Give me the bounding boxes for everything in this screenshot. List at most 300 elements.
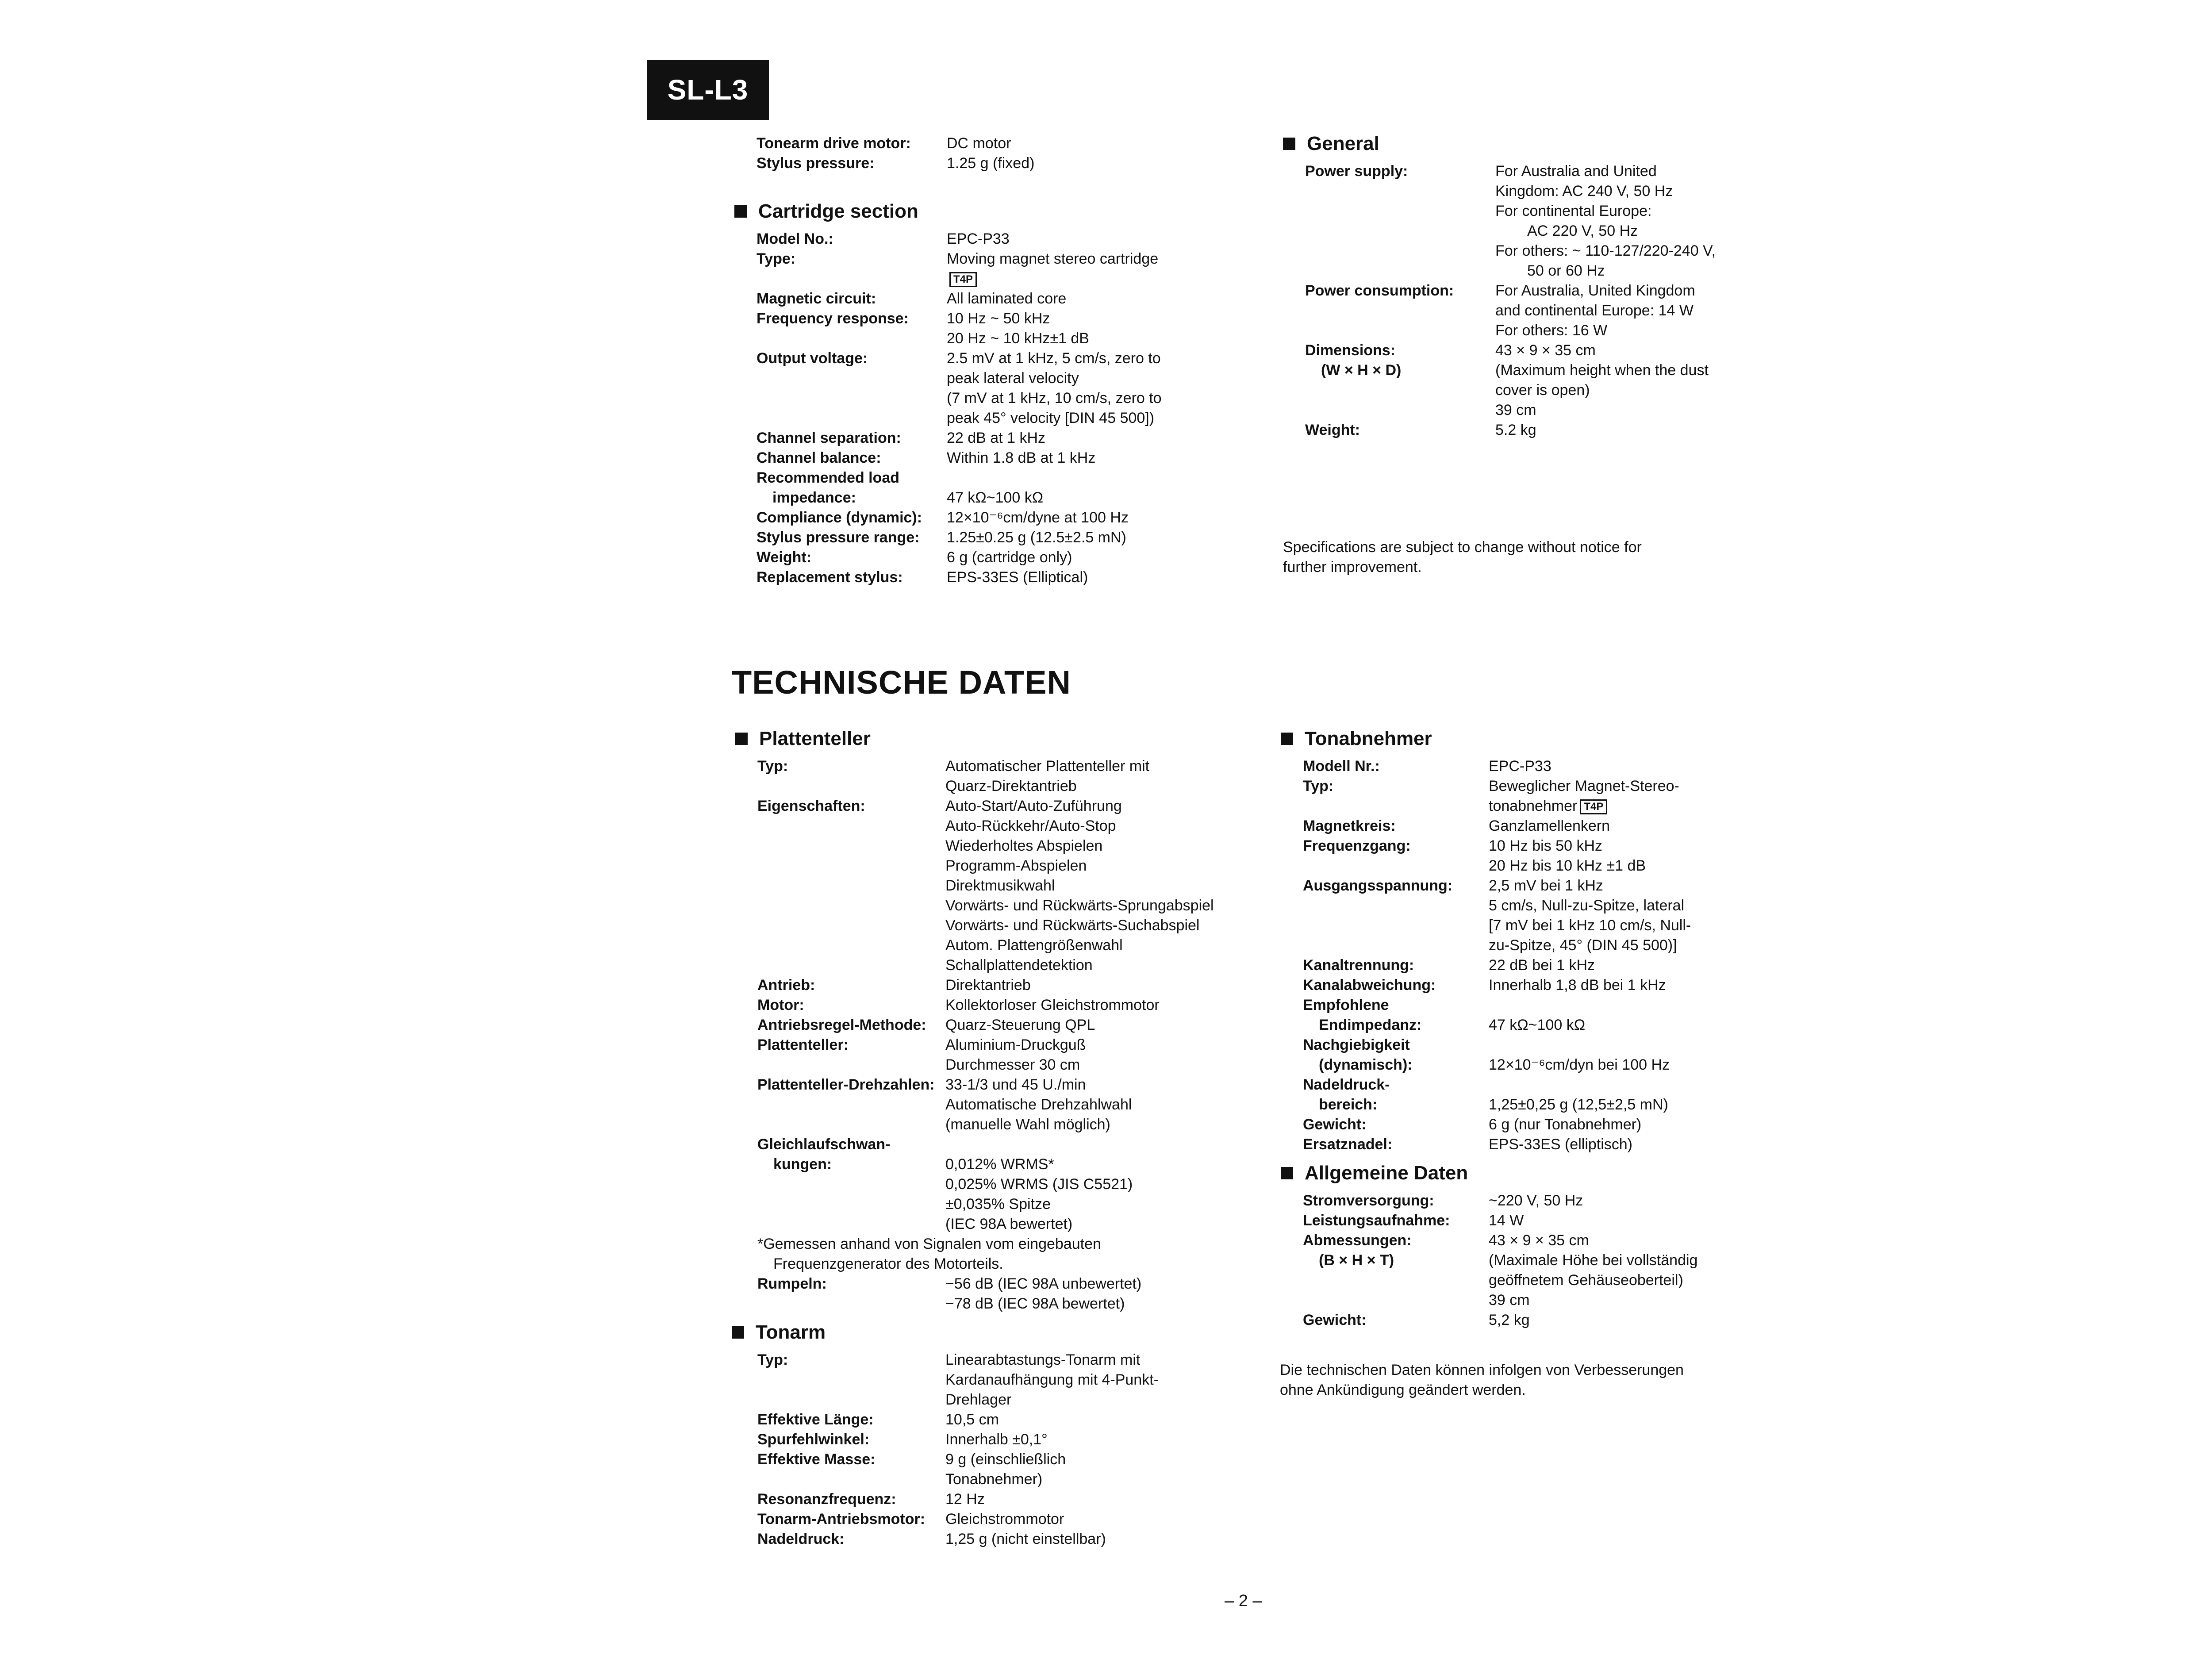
spec-value bbox=[947, 349, 1265, 428]
plattenteller-footnote bbox=[757, 1234, 1266, 1274]
en-right-column bbox=[1305, 130, 1801, 440]
spec-value-text: Automatische Drehzahlwahl bbox=[945, 1096, 1132, 1113]
t4p-logo-icon: T4P bbox=[1580, 799, 1607, 814]
spec-value-line bbox=[1489, 756, 1798, 776]
spec-label bbox=[1303, 836, 1489, 876]
spec-label-text: Tonarm-Antriebsmotor: bbox=[757, 1511, 926, 1528]
spec-label bbox=[757, 1450, 945, 1489]
spec-row bbox=[757, 468, 1265, 508]
spec-row bbox=[1303, 776, 1798, 816]
spec-value-line bbox=[1489, 956, 1798, 975]
spec-label bbox=[1303, 1075, 1489, 1115]
spec-value-line bbox=[945, 1155, 1266, 1174]
spec-value-text: 43 × 9 × 35 cm bbox=[1489, 1232, 1589, 1249]
spec-label bbox=[757, 1075, 945, 1135]
spec-label-text: Typ: bbox=[757, 1351, 788, 1368]
spec-label-text: Stylus pressure: bbox=[757, 155, 875, 172]
spec-value-line bbox=[1489, 1015, 1798, 1035]
spec-value-text: 2.5 mV at 1 kHz, 5 cm/s, zero to bbox=[947, 350, 1161, 367]
spec-value-line bbox=[945, 1115, 1266, 1135]
spec-value-text: Quarz-Direktantrieb bbox=[945, 778, 1077, 794]
spec-value-line bbox=[945, 1095, 1266, 1115]
spec-value-text: Beweglicher Magnet-Stereo- bbox=[1489, 778, 1679, 794]
spec-row bbox=[1303, 1231, 1798, 1310]
spec-label-text: Effektive Länge: bbox=[757, 1411, 874, 1428]
spec-label bbox=[757, 229, 947, 249]
spec-value-line bbox=[945, 776, 1266, 796]
spec-label bbox=[757, 349, 947, 428]
spec-label-text: Kanalabweichung: bbox=[1303, 977, 1436, 994]
spec-row bbox=[757, 756, 1266, 796]
spec-value-text: For others: ~ 110-127/220-240 V, bbox=[1495, 242, 1716, 259]
spec-value-text: 47 kΩ~100 kΩ bbox=[1489, 1017, 1586, 1033]
spec-label-text: Resonanzfrequenz: bbox=[757, 1491, 896, 1508]
spec-value-text: For others: 16 W bbox=[1495, 322, 1608, 339]
rumpeln-row bbox=[757, 1274, 1266, 1314]
spec-value bbox=[1489, 1231, 1798, 1310]
spec-value-text: peak 45° velocity [DIN 45 500]) bbox=[947, 410, 1155, 426]
spec-value bbox=[945, 975, 1266, 995]
spec-value bbox=[945, 1529, 1266, 1549]
spec-label bbox=[757, 975, 945, 995]
spec-label-text: Gewicht: bbox=[1303, 1312, 1367, 1328]
spec-value-line bbox=[1495, 261, 1801, 281]
spec-value-line bbox=[945, 956, 1266, 975]
spec-value-line bbox=[1495, 301, 1801, 321]
spec-label bbox=[757, 528, 947, 548]
spec-value-text: 12×10⁻⁶cm/dyn bei 100 Hz bbox=[1489, 1056, 1670, 1073]
spec-value bbox=[945, 1450, 1266, 1489]
de-footnote bbox=[1280, 1360, 1789, 1400]
spec-value-line bbox=[1489, 1135, 1798, 1155]
spec-value-line bbox=[1495, 201, 1801, 221]
spec-value-text: 14 W bbox=[1489, 1212, 1524, 1229]
spec-value-line bbox=[1489, 1231, 1798, 1251]
spec-value-text: For Australia and United bbox=[1495, 163, 1657, 180]
spec-row bbox=[1305, 341, 1801, 420]
note-line: Specifications are subject to change without notice for bbox=[1283, 539, 1642, 556]
spec-value bbox=[947, 468, 1265, 508]
spec-value-line bbox=[945, 1410, 1266, 1430]
spec-value-line bbox=[945, 1470, 1266, 1489]
spec-value-text: All laminated core bbox=[947, 290, 1067, 307]
spec-value-text: 20 Hz ~ 10 kHz±1 dB bbox=[947, 330, 1089, 347]
spec-row bbox=[1303, 1075, 1798, 1115]
spec-label-text: (dynamisch): bbox=[1319, 1056, 1413, 1073]
spec-value-text: 12 Hz bbox=[945, 1491, 985, 1508]
bullet-square-icon bbox=[1283, 138, 1295, 150]
spec-value-line bbox=[1489, 975, 1798, 995]
spec-label-text: Abmessungen: bbox=[1303, 1232, 1412, 1249]
spec-value-text: 10,5 cm bbox=[945, 1411, 999, 1428]
spec-value-line bbox=[1495, 341, 1801, 361]
spec-label-text: bereich: bbox=[1319, 1096, 1378, 1113]
spec-label-text: Modell Nr.: bbox=[1303, 758, 1380, 775]
spec-value-text: EPS-33ES (elliptisch) bbox=[1489, 1136, 1633, 1153]
spec-value bbox=[945, 1135, 1266, 1234]
spec-value-line bbox=[1489, 1290, 1798, 1310]
spec-label bbox=[1305, 420, 1495, 440]
spec-value bbox=[945, 756, 1266, 796]
spec-value-text: zu-Spitze, 45° (DIN 45 500)] bbox=[1489, 937, 1677, 954]
spec-value-text: Auto-Rückkehr/Auto-Stop bbox=[945, 817, 1116, 834]
spec-value bbox=[947, 154, 1265, 173]
spec-row bbox=[757, 1410, 1266, 1430]
spec-value-line bbox=[945, 1055, 1266, 1075]
spec-row bbox=[757, 508, 1265, 528]
spec-value bbox=[947, 249, 1265, 289]
spec-row bbox=[757, 1489, 1266, 1509]
spec-row bbox=[757, 796, 1266, 975]
spec-value-text: Drehlager bbox=[945, 1391, 1012, 1408]
spec-value-line bbox=[945, 1450, 1266, 1470]
spec-value-text: −78 dB (IEC 98A bewertet) bbox=[945, 1295, 1125, 1312]
spec-value-text: Automatischer Plattenteller mit bbox=[945, 758, 1150, 775]
spec-row bbox=[757, 975, 1266, 995]
spec-value-line bbox=[947, 269, 1265, 289]
spec-value-line bbox=[1489, 1251, 1798, 1270]
spec-value-line bbox=[1495, 361, 1801, 380]
german-section-title: TECHNISCHE DATEN bbox=[732, 664, 1071, 701]
spec-label-text: Output voltage: bbox=[757, 350, 868, 367]
spec-value-text: Programm-Abspielen bbox=[945, 857, 1087, 874]
spec-value-text: 10 Hz ~ 50 kHz bbox=[947, 310, 1050, 327]
spec-value bbox=[947, 548, 1265, 568]
spec-row bbox=[757, 1274, 1266, 1314]
spec-label bbox=[757, 548, 947, 568]
spec-value-line bbox=[945, 1294, 1266, 1314]
spec-value-line bbox=[1495, 380, 1801, 400]
spec-label-text: Leistungsaufnahme: bbox=[1303, 1212, 1450, 1229]
spec-value-text: Quarz-Steuerung QPL bbox=[945, 1017, 1095, 1033]
spec-label-text: Stylus pressure range: bbox=[757, 529, 920, 546]
spec-value-line bbox=[945, 1135, 1266, 1155]
spec-value-line bbox=[1489, 1211, 1798, 1231]
spec-value-text: (IEC 98A bewertet) bbox=[945, 1216, 1073, 1232]
tonabnehmer-rows bbox=[1303, 756, 1798, 1155]
plattenteller-rows bbox=[757, 756, 1266, 1234]
spec-row bbox=[757, 548, 1265, 568]
spec-value-text: EPS-33ES (Elliptical) bbox=[947, 569, 1088, 586]
spec-label bbox=[757, 1135, 945, 1234]
spec-label bbox=[757, 154, 947, 173]
spec-value-line bbox=[1495, 161, 1801, 181]
spec-label-text: Stromversorgung: bbox=[1303, 1192, 1434, 1209]
spec-label-text: Eigenschaften: bbox=[757, 798, 865, 814]
spec-value-line bbox=[945, 1214, 1266, 1234]
spec-value-line bbox=[945, 1075, 1266, 1095]
spec-value-text: Direktantrieb bbox=[945, 977, 1031, 994]
spec-label-text: Dimensions: bbox=[1305, 342, 1396, 359]
spec-label-text: Antrieb: bbox=[757, 977, 815, 994]
spec-label bbox=[1303, 776, 1489, 816]
spec-row bbox=[1303, 1035, 1798, 1075]
spec-value-text: 50 or 60 Hz bbox=[1527, 262, 1605, 279]
spec-row bbox=[757, 1075, 1266, 1135]
spec-value-line bbox=[1489, 856, 1798, 876]
spec-row bbox=[757, 309, 1265, 349]
en-left-column bbox=[757, 134, 1265, 587]
spec-label bbox=[1303, 995, 1489, 1035]
spec-value bbox=[1495, 161, 1801, 281]
bullet-square-icon bbox=[734, 205, 747, 218]
allgemeine-rows bbox=[1303, 1191, 1798, 1330]
spec-value-text: geöffnetem Gehäuseoberteil) bbox=[1489, 1272, 1683, 1289]
spec-label bbox=[757, 568, 947, 587]
spec-value-line bbox=[1489, 896, 1798, 916]
spec-value bbox=[1489, 1115, 1798, 1135]
spec-value-line bbox=[1489, 836, 1798, 856]
spec-label-text: Typ: bbox=[1303, 778, 1334, 794]
spec-row bbox=[1303, 1115, 1798, 1135]
spec-row bbox=[1303, 1191, 1798, 1211]
spec-value bbox=[945, 1350, 1266, 1410]
spec-value-line bbox=[1495, 321, 1801, 341]
spec-label bbox=[757, 995, 945, 1015]
spec-row bbox=[1303, 1211, 1798, 1231]
spec-value-text: 1.25 g (fixed) bbox=[947, 155, 1035, 172]
spec-value-line bbox=[1495, 181, 1801, 201]
spec-value-line bbox=[1489, 1055, 1798, 1075]
spec-value-line bbox=[947, 448, 1265, 468]
spec-value bbox=[945, 796, 1266, 975]
note-line: further improvement. bbox=[1283, 559, 1422, 576]
spec-value-line bbox=[1489, 1115, 1798, 1135]
spec-value bbox=[945, 1509, 1266, 1529]
spec-value-text: 39 cm bbox=[1495, 402, 1536, 418]
spec-label-text: Recommended load bbox=[757, 469, 900, 486]
de-right-column bbox=[1303, 725, 1798, 1330]
spec-label-text: Nachgiebigkeit bbox=[1303, 1036, 1410, 1053]
spec-value-text: tonabnehmer bbox=[1489, 798, 1578, 814]
spec-label bbox=[1303, 975, 1489, 995]
spec-value-line bbox=[1489, 1310, 1798, 1330]
spec-row bbox=[1303, 876, 1798, 956]
spec-label-text: Channel separation: bbox=[757, 430, 901, 446]
spec-label bbox=[1303, 876, 1489, 956]
spec-value-line bbox=[947, 468, 1265, 488]
spec-label bbox=[757, 249, 947, 289]
spec-value bbox=[1489, 1035, 1798, 1075]
spec-value-line bbox=[945, 916, 1266, 936]
spec-label bbox=[757, 134, 947, 154]
spec-value-line bbox=[945, 836, 1266, 856]
spec-value-line bbox=[1489, 916, 1798, 936]
spec-value-line bbox=[945, 816, 1266, 836]
spec-label bbox=[757, 309, 947, 349]
spec-value-line bbox=[947, 488, 1265, 508]
spec-value-text: 12×10⁻⁶cm/dyne at 100 Hz bbox=[947, 509, 1129, 526]
spec-value bbox=[1489, 876, 1798, 956]
spec-label bbox=[1303, 816, 1489, 836]
spec-value-text: 43 × 9 × 35 cm bbox=[1495, 342, 1596, 359]
spec-label-text: Type: bbox=[757, 250, 796, 267]
tonarm-rows bbox=[757, 1350, 1266, 1549]
spec-label-text: (B × H × T) bbox=[1319, 1252, 1394, 1269]
spec-value-text: 9 g (einschließlich bbox=[945, 1451, 1066, 1468]
spec-value-line bbox=[947, 289, 1265, 309]
spec-label bbox=[757, 508, 947, 528]
spec-row bbox=[757, 1450, 1266, 1489]
spec-value bbox=[947, 528, 1265, 548]
spec-label-text: Typ: bbox=[757, 758, 788, 775]
spec-value-text: −56 dB (IEC 98A unbewertet) bbox=[945, 1275, 1142, 1292]
spec-row bbox=[1303, 975, 1798, 995]
spec-value-text: Moving magnet stereo cartridge bbox=[947, 250, 1159, 267]
spec-value-line bbox=[947, 134, 1265, 154]
spec-value-text: (Maximale Höhe bei vollständig bbox=[1489, 1252, 1698, 1269]
spec-value-line bbox=[945, 1370, 1266, 1390]
spec-value bbox=[947, 289, 1265, 309]
spec-value-line bbox=[1489, 1270, 1798, 1290]
spec-label-text: Frequency response: bbox=[757, 310, 909, 327]
spec-row bbox=[757, 1529, 1266, 1549]
spec-row bbox=[757, 154, 1265, 173]
spec-value-line bbox=[945, 1529, 1266, 1549]
spec-value-text: 33-1/3 und 45 U./min bbox=[945, 1076, 1086, 1093]
spec-value-line bbox=[945, 1390, 1266, 1410]
section-heading-cartridge: Cartridge section bbox=[734, 198, 1265, 225]
spec-row bbox=[1305, 161, 1801, 281]
spec-value-text: Schallplattendetektion bbox=[945, 957, 1093, 974]
spec-value-line bbox=[945, 1015, 1266, 1035]
spec-label bbox=[1303, 1310, 1489, 1330]
spec-row bbox=[757, 229, 1265, 249]
spec-label-text: Empfohlene bbox=[1303, 997, 1389, 1013]
spec-value-text: 6 g (nur Tonabnehmer) bbox=[1489, 1116, 1642, 1133]
spec-label-text: Nadeldruck: bbox=[757, 1531, 845, 1547]
spec-value-line bbox=[945, 936, 1266, 956]
spec-value bbox=[947, 134, 1265, 154]
spec-value bbox=[1489, 1310, 1798, 1330]
model-badge bbox=[647, 60, 769, 120]
spec-value-text: Wiederholtes Abspielen bbox=[945, 837, 1103, 854]
spec-row bbox=[757, 1509, 1266, 1529]
spec-label bbox=[1305, 161, 1495, 281]
cartridge-rows bbox=[757, 229, 1265, 587]
spec-value-line bbox=[945, 975, 1266, 995]
spec-label-text: Model No.: bbox=[757, 230, 833, 247]
spec-value-line bbox=[1495, 221, 1801, 241]
spec-value bbox=[1489, 956, 1798, 975]
spec-row bbox=[757, 1350, 1266, 1410]
spec-value bbox=[945, 995, 1266, 1015]
spec-value bbox=[947, 508, 1265, 528]
spec-label bbox=[757, 1509, 945, 1529]
spec-row bbox=[1305, 420, 1801, 440]
spec-label bbox=[757, 448, 947, 468]
spec-row bbox=[757, 1015, 1266, 1035]
section-heading-tonabnehmer: Tonabnehmer bbox=[1281, 725, 1798, 752]
spec-label bbox=[757, 1529, 945, 1549]
spec-label bbox=[1303, 1191, 1489, 1211]
spec-label-text: Kanaltrennung: bbox=[1303, 957, 1414, 974]
spec-label bbox=[757, 428, 947, 448]
spec-value-text: Autom. Plattengrößenwahl bbox=[945, 937, 1123, 954]
spec-value-text: 20 Hz bis 10 kHz ±1 dB bbox=[1489, 857, 1646, 874]
spec-value bbox=[1489, 836, 1798, 876]
spec-row bbox=[757, 1135, 1266, 1234]
spec-value-text: Tonabnehmer) bbox=[945, 1471, 1043, 1488]
spec-value-text: Innerhalb 1,8 dB bei 1 kHz bbox=[1489, 977, 1666, 994]
spec-label-text: Nadeldruck- bbox=[1303, 1076, 1390, 1093]
spec-row bbox=[757, 568, 1265, 587]
spec-value-line bbox=[947, 508, 1265, 528]
spec-row bbox=[757, 995, 1266, 1015]
spec-label-text: Frequenzgang: bbox=[1303, 837, 1411, 854]
spec-value-line bbox=[947, 249, 1265, 269]
bullet-square-icon bbox=[735, 733, 748, 745]
spec-value-text: 1,25±0,25 g (12,5±2,5 mN) bbox=[1489, 1096, 1668, 1113]
spec-label bbox=[1303, 756, 1489, 776]
spec-value-text: 47 kΩ~100 kΩ bbox=[947, 489, 1044, 506]
spec-value bbox=[945, 1274, 1266, 1314]
spec-label-text: Compliance (dynamic): bbox=[757, 509, 922, 526]
spec-label bbox=[757, 796, 945, 975]
spec-value-line bbox=[945, 1035, 1266, 1055]
spec-label bbox=[757, 1430, 945, 1450]
en-top-rows bbox=[757, 134, 1265, 173]
spec-label bbox=[757, 468, 947, 508]
spec-value-text: and continental Europe: 14 W bbox=[1495, 302, 1694, 319]
spec-value-line bbox=[1495, 400, 1801, 420]
spec-label-text: Endimpedanz: bbox=[1319, 1017, 1422, 1033]
spec-label-text: Power consumption: bbox=[1305, 282, 1454, 299]
spec-value-text: EPC-P33 bbox=[1489, 758, 1551, 775]
spec-label bbox=[757, 756, 945, 796]
spec-label-text: Replacement stylus: bbox=[757, 569, 903, 586]
spec-value bbox=[1489, 816, 1798, 836]
bullet-square-icon bbox=[1281, 733, 1293, 745]
spec-value-text: 1.25±0.25 g (12.5±2.5 mN) bbox=[947, 529, 1126, 546]
spec-value-text: 6 g (cartridge only) bbox=[947, 549, 1072, 566]
spec-value-line bbox=[947, 568, 1265, 587]
spec-label-text: impedance: bbox=[772, 489, 856, 506]
section-heading-allgemeine: Allgemeine Daten bbox=[1281, 1160, 1798, 1186]
spec-value bbox=[1489, 756, 1798, 776]
spec-value-line bbox=[1489, 796, 1798, 816]
spec-value-text: 10 Hz bis 50 kHz bbox=[1489, 837, 1602, 854]
spec-label bbox=[757, 1350, 945, 1410]
spec-value-line bbox=[1495, 281, 1801, 301]
spec-value-text: 5 cm/s, Null-zu-Spitze, lateral bbox=[1489, 897, 1685, 914]
spec-row bbox=[1303, 995, 1798, 1035]
spec-row bbox=[1303, 1310, 1798, 1330]
spec-value bbox=[1489, 975, 1798, 995]
spec-value-line bbox=[1489, 1035, 1798, 1055]
spec-label-text: Plattenteller: bbox=[757, 1036, 849, 1053]
spec-value-line bbox=[945, 1274, 1266, 1294]
spec-row bbox=[1303, 956, 1798, 975]
footnote-line: Frequenzgenerator des Motorteils. bbox=[773, 1255, 1003, 1272]
spec-label-text: Ersatznadel: bbox=[1303, 1136, 1393, 1153]
spec-value-text: Auto-Start/Auto-Zuführung bbox=[945, 798, 1122, 814]
spec-value bbox=[1489, 995, 1798, 1035]
spec-value bbox=[1489, 1135, 1798, 1155]
spec-row bbox=[757, 134, 1265, 154]
spec-label bbox=[1303, 1231, 1489, 1310]
spec-row bbox=[757, 1035, 1266, 1075]
spec-label bbox=[757, 1489, 945, 1509]
spec-value-line bbox=[1489, 936, 1798, 956]
spec-row bbox=[757, 1430, 1266, 1450]
spec-value bbox=[945, 1015, 1266, 1035]
spec-value-text: Vorwärts- und Rückwärts-Sprungabspiel bbox=[945, 897, 1214, 914]
spec-value-line bbox=[945, 995, 1266, 1015]
spec-value-line bbox=[947, 408, 1265, 428]
spec-row bbox=[1303, 836, 1798, 876]
spec-value-line bbox=[945, 796, 1266, 816]
